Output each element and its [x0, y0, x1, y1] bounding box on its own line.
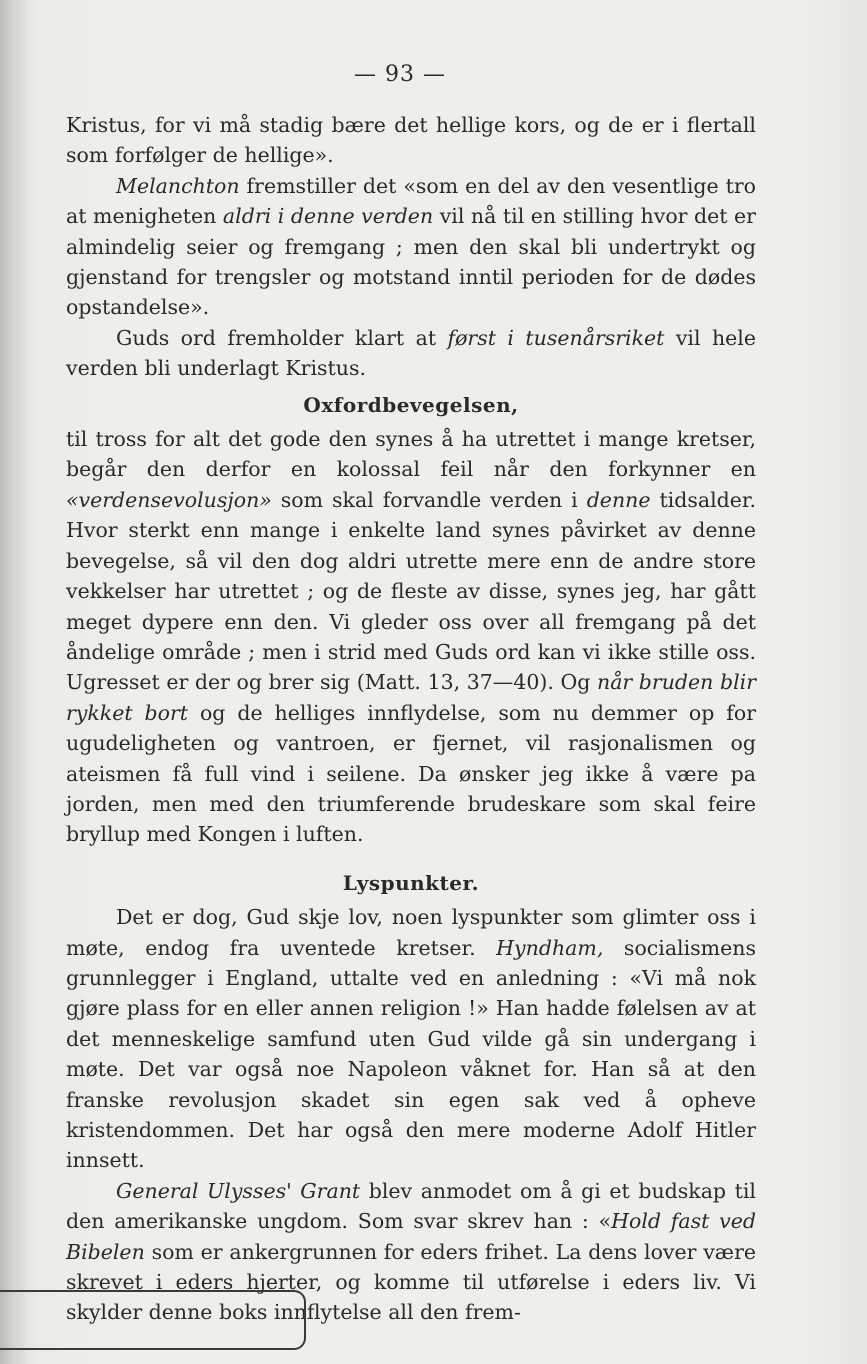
emphasis-run: General Ulysses' Grant: [116, 1178, 361, 1203]
text-run: blev anmodet om å gi et budskap til den amerikanske ungdom. Som svar skrev han : «: [66, 1178, 756, 1234]
heading-lyspunkter: Lyspunkter.: [342, 870, 480, 895]
emphasis-run: først i tusenårsriket: [447, 325, 665, 350]
text-run: og de helliges innflydelse, som nu demmer op for ugudeligheten og vantroen, er fjernet, vil rasjonalismen og ateismen få full vind i seilene. Da ønsker jeg ikke å være pa jorden, men med den triumferende brudeskare som skal feire bryllup med Kongen i luften.: [66, 700, 756, 847]
text-run: Det er dog, Gud skje lov, noen lyspunkter som glimter oss i møte, endog fra uventede kretser.: [66, 905, 756, 960]
emphasis-run: aldri i denne verden: [222, 204, 434, 229]
text-run: til tross for alt det gode den synes å ha utrettet i mange kretser, begår den derfor en kolossal feil når den forkynner en: [66, 427, 756, 482]
emphasis-run: når bruden blir rykket bort: [66, 670, 757, 725]
emphasis-run: Hold fast ved Bibelen: [66, 1209, 756, 1264]
emphasis-run: «verdensevolusjon»: [66, 487, 272, 512]
paragraph-guds-ord: [66, 323, 756, 384]
paragraph-continued: Kristus, for vi må stadig bære det hellige kors, og de er i flertall som forfølger de hellige».: [66, 113, 756, 168]
text-run: fremstiller det «som en del av den vesentlige tro at menigheten: [66, 173, 756, 229]
book-binding-edge: [0, 0, 26, 1364]
text-run: som er ankergrunnen for eders frihet. La dens lover være skrevet i eders hjerter, og komme til utførelse i eders liv. Vi skylder denne boks innflytelse all den frem-: [66, 1239, 756, 1325]
name-melanchton: Melanchton: [116, 173, 240, 198]
text-run: vil hele verden bli underlagt Kristus.: [66, 325, 756, 381]
emphasis-run: Hyndham,: [496, 935, 604, 960]
text-run: vil nå til en stilling hvor det er almindelig seier og fremgang ; men den skal bli undertrykt og gjenstand for trengsler og motstand inntil perioden for de dødes opstandelse».: [66, 204, 756, 320]
paragraph-melanchton: [66, 171, 756, 323]
heading-oxfordbevegelsen: Oxfordbevegelsen,: [303, 392, 519, 417]
page-number: — 93 —: [354, 62, 446, 87]
library-slip-outline: [0, 1290, 306, 1350]
text-run: socialismens grunnlegger i England, uttalte ved en anledning : «Vi må nok gjøre plass for en eller annen religion !» Han hadde følelsen av at det menneskelige samfund uten Gud vilde gå sin undergang i møte. Det var også noe Napoleon våknet for. Han så at den franske revolusjon skadet sin egen sak ved å opheve kristendommen. Det har også den mere moderne Adolf Hitler innsett.: [66, 935, 756, 1173]
paragraph-oxford: [66, 424, 756, 850]
emphasis-run: denne: [586, 487, 651, 512]
paragraph-lyspunkter: [66, 902, 756, 1176]
text-run: tidsalder. Hvor sterkt enn mange i enkelte land synes påvirket av denne bevegelse, så vil den dog aldri utrette mere enn de andre store vekkelser har utrettet ; og de fleste av disse, synes jeg, har gått meget dypere enn den. Vi gleder oss over all fremgang på det åndelige område ; men i strid med Guds ord kan vi ikke stille oss. Ugresset er der og brer sig (Matt. 13, 37—40). Og: [66, 487, 756, 695]
body-text: [66, 110, 756, 1328]
text-run: som skal forvandle verden i: [271, 487, 587, 512]
text-run: Guds ord fremholder klart at: [116, 325, 448, 350]
